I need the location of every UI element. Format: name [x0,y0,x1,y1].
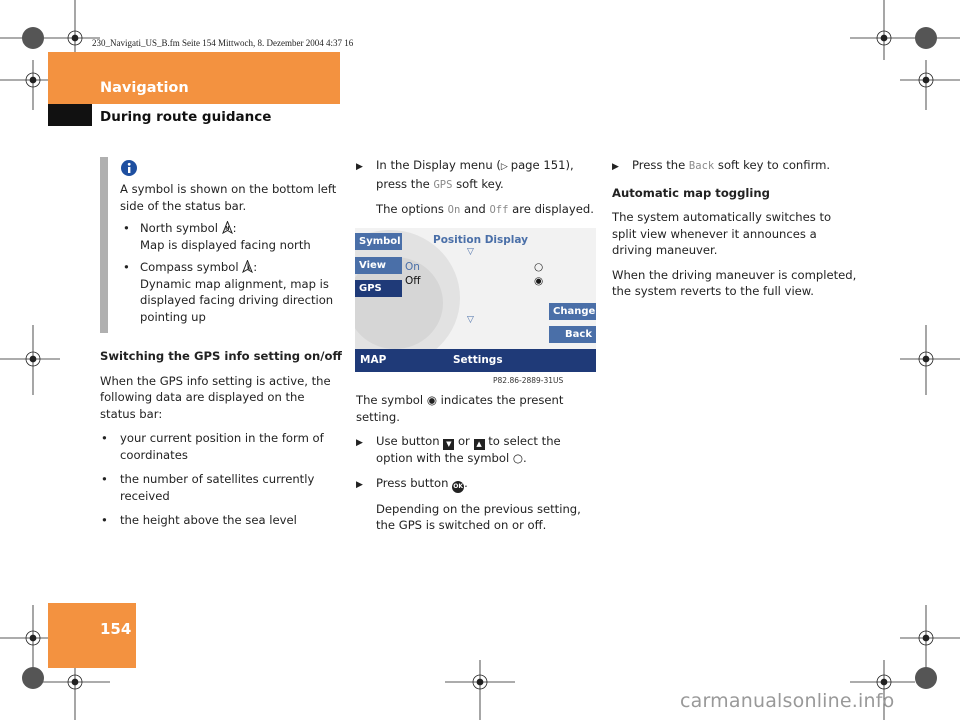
list-item: • the height above the sea level [101,513,297,527]
info-item: • Compass symbol : Dynamic map alignment, map is displayed facing driving direction pointing up [123,260,334,324]
section-header-bar [48,52,340,104]
list-item: • your current position in the form of coordinates [101,431,324,462]
back-softkey[interactable]: Back [549,326,596,343]
page-number: 154 [100,620,132,638]
north-symbol-icon [222,221,233,235]
option-off-label: Off [489,204,509,216]
step-select: ▶ Use button ▼ or ▲ to select the option with the symbol ○. [356,434,561,465]
settings-softkey[interactable]: Settings [453,354,503,366]
info-intro: A symbol is shown on the bottom left side of the status bar. [120,182,337,213]
radio-empty-symbol-icon: ○ [512,451,524,465]
symbol-text: The symbol ◉ indicates the present setting. [356,393,564,424]
view-softkey[interactable]: View [355,257,402,274]
subsection-title: During route guidance [100,109,272,125]
print-header: 230_Navigati_US_B.fm Seite 154 Mittwoch, 8. Dezember 2004 4:37 16 [92,38,354,48]
step-arrow-icon: ▶ [356,479,363,490]
radio-selected-icon[interactable]: ◉ [534,275,544,287]
bullet-icon: • [101,513,108,527]
map-toggling-heading: Automatic map toggling [612,185,770,200]
change-softkey[interactable]: Change [549,303,596,320]
screen-bottom-bar [355,349,596,372]
map-softkey[interactable]: MAP [360,354,387,366]
gps-softkey[interactable]: GPS [355,280,402,297]
compass-symbol-icon [242,260,253,274]
step-ok: ▶ Press button OK. [356,475,598,493]
option-on-label: On [447,204,461,216]
symbol-softkey[interactable]: Symbol [355,233,402,250]
radio-empty-icon[interactable]: ○ [534,261,544,273]
options-text: The options On and Off are displayed. [376,202,594,216]
info-box [120,181,342,325]
step-display-menu: ▶ In the Display menu (▷ page 151), press the GPS soft key. [356,158,574,191]
step-confirm: ▶ Press the Back soft key to confirm. [612,157,857,175]
bullet-icon: • [123,221,130,235]
section-title: Navigation [100,80,189,96]
bullet-icon: • [123,260,130,274]
subsection-marker [48,104,92,126]
bullet-icon: • [101,472,108,486]
info-box-bar [100,157,108,333]
map-toggling-para1: The system automatically switches to split view whenever it announces a driving maneuver. [612,210,832,257]
svg-text:N: N [224,226,230,232]
option-on[interactable]: On [405,261,420,273]
map-toggling-para2: When the driving maneuver is completed, the system reverts to the full view. [612,267,857,298]
list-item: • the number of satellites currently received [101,472,315,503]
step-arrow-icon: ▶ [356,438,363,448]
info-item: • North symbol N : Map is displayed facing north [123,221,311,252]
info-icon [121,160,137,180]
middle-column-top [356,157,598,219]
gps-softkey-label: GPS [433,178,453,191]
scroll-down-icon[interactable]: ▽ [467,315,474,325]
watermark: carmanualsonline.info [680,690,895,712]
ok-button-icon: OK [452,481,464,493]
step-arrow-icon: ▶ [356,162,363,172]
back-softkey-label: Back [688,160,715,172]
display-screen [355,228,596,372]
left-column [100,348,342,529]
middle-column-bottom [356,392,598,534]
figure-caption: P82.86-2889-31US [493,376,564,385]
right-column [612,157,857,300]
step-arrow-icon: ▶ [612,162,619,172]
gps-switch-note: Depending on the previous setting, the GPS is switched on or off. [376,501,581,532]
bullet-icon: • [101,431,108,445]
selected-symbol-icon: ◉ [426,393,437,407]
screen-title: Position Display [433,234,529,246]
page-ref-icon: ▷ [500,162,511,172]
up-button-icon: ▲ [474,439,485,450]
scroll-up-icon[interactable]: ▽ [467,247,474,257]
gps-paragraph: When the GPS info setting is active, the following data are displayed on the status bar: [100,373,331,421]
down-button-icon: ▼ [443,439,454,450]
gps-heading: Switching the GPS info setting on/off [100,349,342,363]
option-off[interactable]: Off [405,275,421,287]
